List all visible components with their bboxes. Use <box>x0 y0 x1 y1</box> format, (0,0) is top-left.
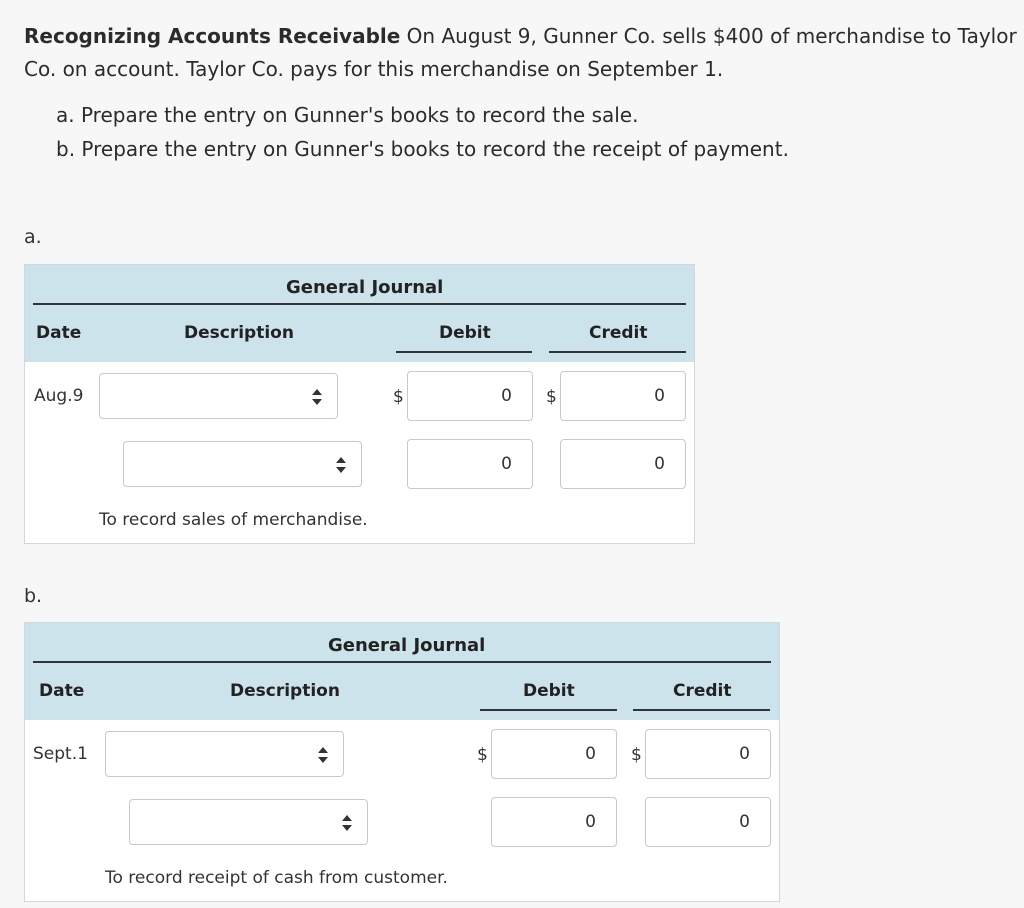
journal-b-row1-account-select[interactable] <box>105 731 344 777</box>
journal-b-title: General Journal <box>328 635 486 656</box>
journal-b-row1-credit-input[interactable]: 0 <box>645 729 771 779</box>
journal-a-row1-debit-dollar: $ <box>393 387 404 407</box>
up-down-arrow-icon <box>317 745 329 765</box>
journal-a-credit-rule <box>549 351 686 353</box>
problem-statement <box>24 20 1024 86</box>
journal-a-row1-account-select[interactable] <box>99 373 338 419</box>
section-a-label: a. <box>24 226 42 248</box>
journal-b-memo: To record receipt of cash from customer. <box>105 868 448 888</box>
journal-b-date: Sept.1 <box>33 744 88 764</box>
journal-a-title-rule <box>33 303 686 305</box>
journal-b-row1-debit-dollar: $ <box>477 745 488 765</box>
journal-a-title: General Journal <box>286 277 444 298</box>
journal-a-row2-credit-input[interactable]: 0 <box>560 439 686 489</box>
journal-a-row2-debit-input[interactable]: 0 <box>407 439 533 489</box>
part-b-instruction: b. Prepare the entry on Gunner's books to record the receipt of payment. <box>56 137 789 161</box>
journal-a-row2-account-select[interactable] <box>123 441 362 487</box>
journal-b-credit-rule <box>633 709 770 711</box>
problem-title: Recognizing Accounts Receivable <box>24 24 401 48</box>
journal-b-row2-credit-input[interactable]: 0 <box>645 797 771 847</box>
journal-b-col-date: Date <box>39 681 85 701</box>
journal-b-title-rule <box>33 661 771 663</box>
journal-b-col-debit: Debit <box>523 681 575 701</box>
part-a-instruction: a. Prepare the entry on Gunner's books to record the sale. <box>56 103 639 127</box>
journal-a-row1-credit-dollar: $ <box>546 387 557 407</box>
journal-a-date: Aug.9 <box>34 386 84 406</box>
section-b-label: b. <box>24 585 43 607</box>
journal-a-debit-rule <box>396 351 532 353</box>
general-journal-a <box>24 264 695 544</box>
problem-text: On August 9, Gunner Co. sells $400 of merchandise to Taylor Co. on account. Taylor Co. pays for this merchandise on September 1. <box>24 24 1017 81</box>
journal-b-row1-debit-input[interactable]: 0 <box>491 729 617 779</box>
journal-b-debit-rule <box>480 709 617 711</box>
journal-b-row2-account-select[interactable] <box>129 799 368 845</box>
journal-a-col-credit: Credit <box>589 323 648 343</box>
journal-a-memo: To record sales of merchandise. <box>99 510 368 530</box>
up-down-arrow-icon <box>335 455 347 475</box>
journal-a-col-date: Date <box>36 323 82 343</box>
journal-b-col-description: Description <box>230 681 340 701</box>
general-journal-b <box>24 622 780 902</box>
up-down-arrow-icon <box>311 387 323 407</box>
up-down-arrow-icon <box>341 813 353 833</box>
journal-a-col-debit: Debit <box>439 323 491 343</box>
problem-parts <box>56 98 789 166</box>
journal-a-row1-debit-input[interactable]: 0 <box>407 371 533 421</box>
journal-a-col-description: Description <box>184 323 294 343</box>
journal-b-row1-credit-dollar: $ <box>631 745 642 765</box>
journal-b-col-credit: Credit <box>673 681 732 701</box>
journal-b-row2-debit-input[interactable]: 0 <box>491 797 617 847</box>
journal-a-row1-credit-input[interactable]: 0 <box>560 371 686 421</box>
